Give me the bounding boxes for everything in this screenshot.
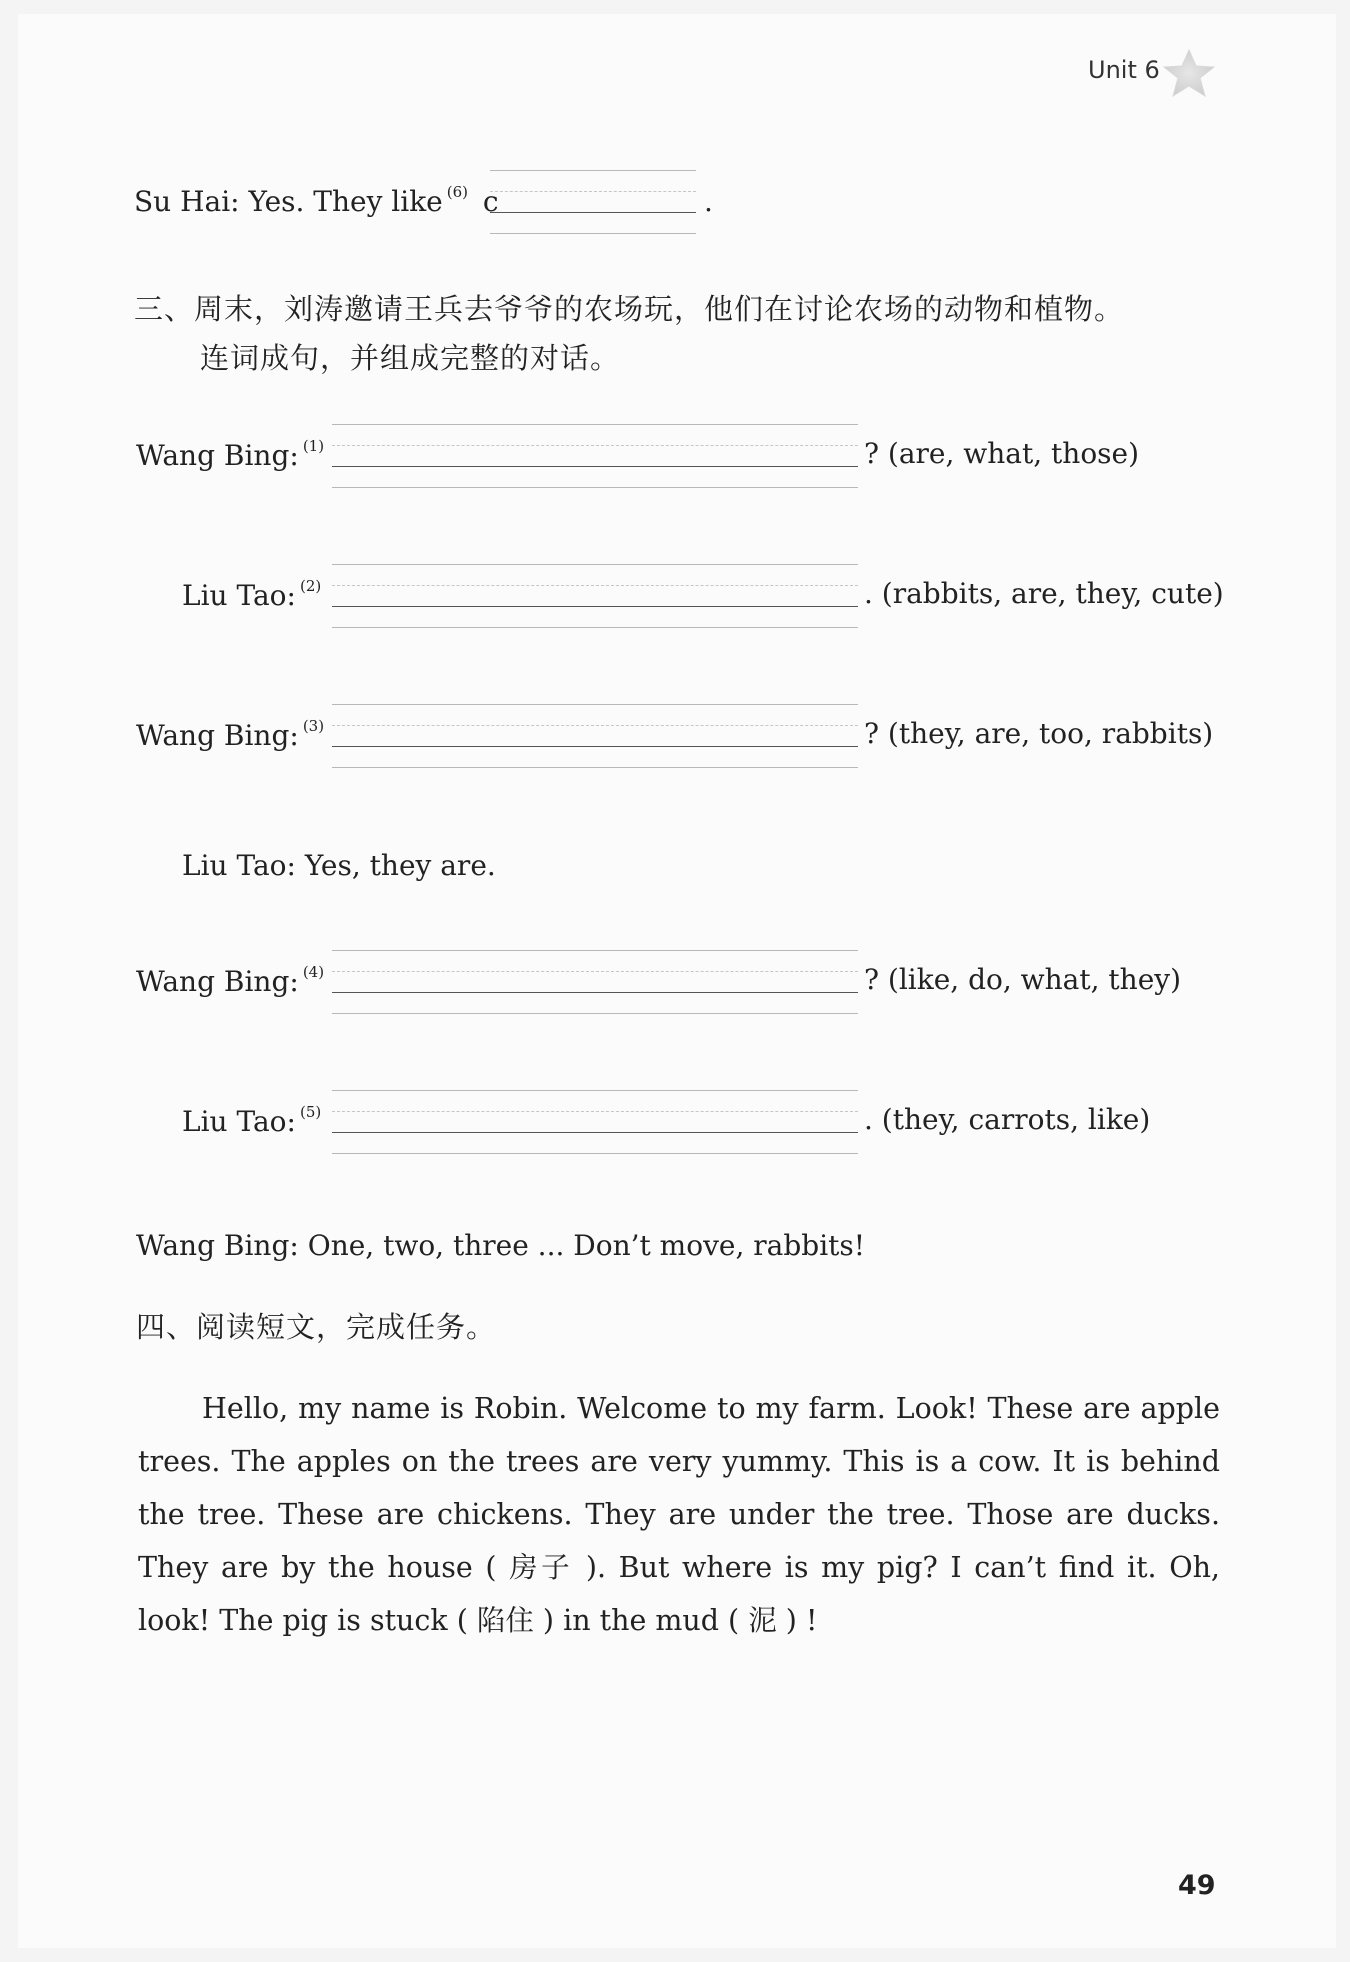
word-hint: . (rabbits, are, they, cute) — [864, 577, 1224, 610]
dialogue-line — [136, 1229, 866, 1262]
dialogue-text: One, two, three ... Don’t move, rabbits! — [307, 1229, 866, 1262]
speaker-label: Liu Tao: — [182, 1105, 296, 1138]
speaker-label: Liu Tao: — [182, 579, 296, 612]
passage-text: Hello, my name is Robin. Welcome to my farm. Look! These are apple trees. The apples on the trees are very yummy. This is a cow. It is behind the tree. These are chickens. They are under the tree. Those are ducks. They are by the house ( 房子 ). But where is my pig? I can’t find it. Oh, look! The pig is stuck ( 陷住 ) in the mud ( 泥 ) ! — [138, 1392, 1220, 1637]
dialogue-line — [182, 849, 496, 882]
section3-title-line1: 三、周末，刘涛邀请王兵去爷爷的农场玩，他们在讨论农场的动物和植物。 — [134, 292, 1125, 326]
speaker-label: Wang Bing: — [136, 1229, 299, 1262]
answer-blank-1[interactable] — [332, 424, 858, 488]
answer-blank-3[interactable] — [332, 704, 858, 768]
speaker-label: Wang Bing: — [136, 965, 299, 998]
dialogue-speaker — [136, 717, 325, 752]
section3-title-line2: 连词成句，并组成完整的对话。 — [200, 341, 621, 375]
item-number: (2) — [299, 577, 322, 595]
item-number: (1) — [302, 437, 325, 455]
item-number: (3) — [302, 717, 325, 735]
item-number: (6) — [446, 183, 469, 201]
dialogue-speaker — [182, 1103, 322, 1138]
dialogue-speaker — [182, 577, 322, 612]
dialogue-speaker — [136, 437, 325, 472]
prefix-letter: c — [482, 185, 499, 218]
item-number: (5) — [299, 1103, 322, 1121]
answer-blank-6[interactable] — [490, 170, 696, 234]
answer-blank-4[interactable] — [332, 950, 858, 1014]
unit-label: Unit 6 — [1088, 56, 1160, 84]
page-number: 49 — [1178, 1870, 1216, 1901]
su-hai-line — [134, 183, 499, 218]
speaker-label: Su Hai: Yes. They like — [134, 185, 443, 218]
word-hint: ? (they, are, too, rabbits) — [864, 717, 1214, 750]
word-hint: ? (like, do, what, they) — [864, 963, 1182, 996]
section4-title: 四、阅读短文，完成任务。 — [136, 1310, 497, 1344]
word-hint: . (they, carrots, like) — [864, 1103, 1151, 1136]
speaker-label: Liu Tao: — [182, 849, 296, 882]
dialogue-speaker — [136, 963, 325, 998]
dialogue-text: Yes, they are. — [304, 849, 496, 882]
star-icon — [1160, 48, 1218, 98]
end-period: . — [704, 185, 713, 218]
answer-blank-2[interactable] — [332, 564, 858, 628]
reading-passage — [138, 1382, 1220, 1647]
word-hint: ? (are, what, those) — [864, 437, 1140, 470]
speaker-label: Wang Bing: — [136, 439, 299, 472]
answer-blank-5[interactable] — [332, 1090, 858, 1154]
item-number: (4) — [302, 963, 325, 981]
speaker-label: Wang Bing: — [136, 719, 299, 752]
